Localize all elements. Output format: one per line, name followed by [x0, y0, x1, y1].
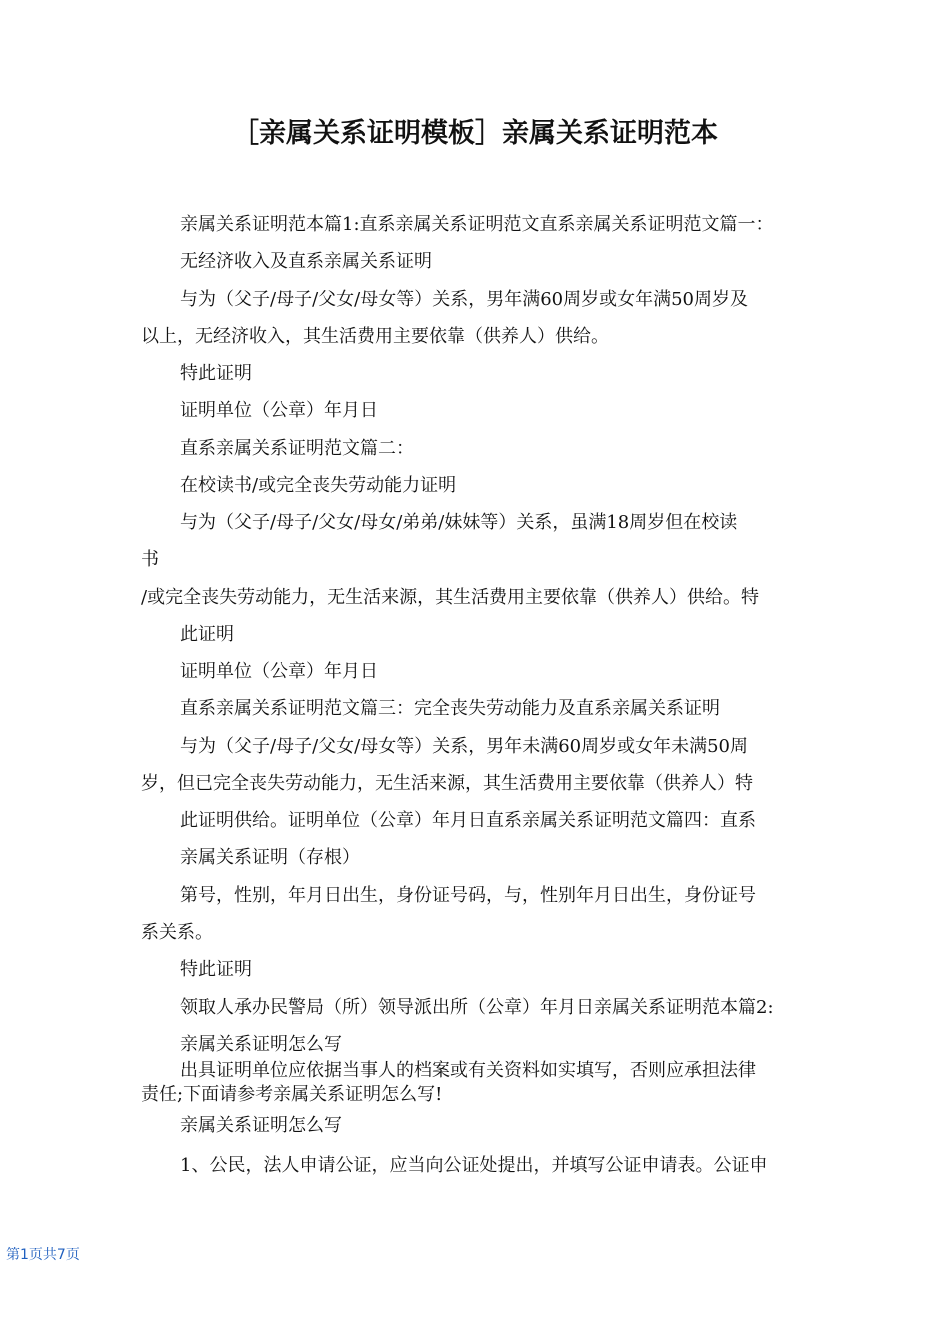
body-line: 此证明供给。证明单位（公章）年月日直系亲属关系证明范文篇四：直系 [180, 810, 756, 831]
body-line: 此证明 [180, 624, 234, 645]
body-line: 亲属关系证明怎么写 [180, 1034, 342, 1055]
body-line: 岁，但已完全丧失劳动能力，无生活来源，其生活费用主要依靠（供养人）特 [141, 773, 753, 794]
body-line: 书 [141, 549, 159, 570]
body-line: 出具证明单位应依据当事人的档案或有关资料如实填写，否则应承担法律 [180, 1060, 756, 1081]
body-line: 亲属关系证明怎么写 [180, 1115, 342, 1136]
body-line: 与为（父子/母子/父女/母女等）关系，男年未满60周岁或女年未满50周 [180, 736, 748, 757]
body-line: 特此证明 [180, 959, 252, 980]
page-indicator: 第1页共7页 [6, 1247, 80, 1263]
body-line: 无经济收入及直系亲属关系证明 [180, 251, 432, 272]
body-line: 证明单位（公章）年月日 [180, 661, 378, 682]
document-title: ［亲属关系证明模板］亲属关系证明范本 [232, 118, 718, 149]
body-line: 系关系。 [141, 922, 213, 943]
body-line: 第号，性别，年月日出生，身份证号码，与，性别年月日出生，身份证号 [180, 885, 756, 906]
body-line: 亲属关系证明范本篇1:直系亲属关系证明范文直系亲属关系证明范文篇一： [180, 214, 774, 235]
body-line: 亲属关系证明（存根） [180, 847, 360, 868]
body-line: 1、公民，法人申请公证，应当向公证处提出，并填写公证申请表。公证申 [180, 1155, 768, 1176]
body-line: 在校读书/或完全丧失劳动能力证明 [180, 475, 457, 496]
body-line: 直系亲属关系证明范文篇三：完全丧失劳动能力及直系亲属关系证明 [180, 698, 720, 719]
body-line: 特此证明 [180, 363, 252, 384]
body-line: 责任;下面请参考亲属关系证明怎么写! [141, 1084, 443, 1105]
body-line: 直系亲属关系证明范文篇二： [180, 438, 414, 459]
body-line: 以上，无经济收入，其生活费用主要依靠（供养人）供给。 [141, 326, 609, 347]
body-line: 与为（父子/母子/父女/母女等）关系，男年满60周岁或女年满50周岁及 [180, 289, 748, 310]
body-line: 与为（父子/母子/父女/母女/弟弟/妹妹等）关系，虽满18周岁但在校读 [180, 512, 738, 533]
body-line: 证明单位（公章）年月日 [180, 400, 378, 421]
body-line: /或完全丧失劳动能力，无生活来源，其生活费用主要依靠（供养人）供给。特 [141, 587, 760, 608]
body-line: 领取人承办民警局（所）领导派出所（公章）年月日亲属关系证明范本篇2: [180, 997, 774, 1018]
